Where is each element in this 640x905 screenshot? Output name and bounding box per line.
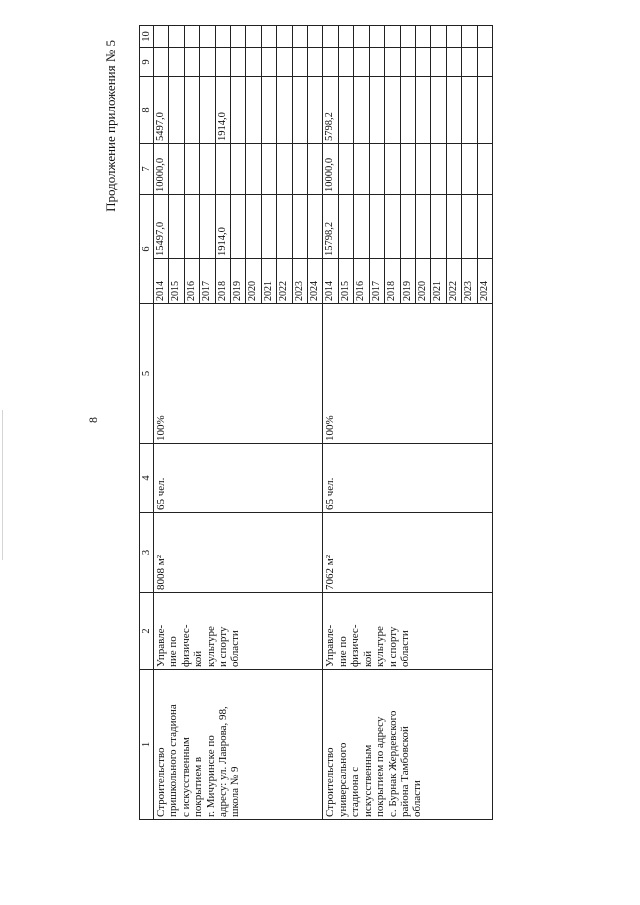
local-amount-cell — [415, 48, 430, 77]
other-amount-cell — [354, 26, 369, 48]
responsible-org-line: Управле- — [155, 624, 167, 667]
year-cell: 2022 — [277, 259, 292, 304]
other-amount-cell — [154, 26, 169, 48]
federal-amount-cell — [415, 144, 430, 195]
project-name-line: искусственным — [361, 744, 374, 817]
total-amount-cell — [169, 195, 184, 259]
federal-amount-cell — [431, 144, 446, 195]
responsible-org-cell — [323, 593, 492, 670]
federal-amount-cell — [215, 144, 230, 195]
local-amount-cell — [400, 48, 415, 77]
other-amount-cell — [261, 26, 276, 48]
year-cell: 2014 — [154, 259, 169, 304]
area-cell: 7062 м² — [323, 513, 492, 593]
year-cell: 2022 — [446, 259, 461, 304]
header-col-7: 7 — [140, 144, 154, 195]
project-name-line: покрытием в — [192, 756, 205, 817]
other-amount-cell — [385, 26, 400, 48]
project-name-line: района Тамбовской — [398, 726, 411, 817]
federal-amount-cell — [446, 144, 461, 195]
local-amount-cell — [338, 48, 353, 77]
project-name-line: г. Мичуринске по — [204, 735, 217, 817]
total-amount-cell — [446, 195, 461, 259]
other-amount-cell — [200, 26, 215, 48]
table-body — [140, 26, 493, 820]
project-name-line: с искусственным — [179, 737, 192, 817]
other-amount-cell — [184, 26, 199, 48]
project-name-cell — [323, 670, 492, 820]
responsible-org-line: физичес- — [179, 624, 192, 667]
project-name-line: Строительство — [324, 747, 337, 817]
project-name-line: пришкольного стадиона — [167, 704, 180, 817]
year-cell: 2014 — [323, 259, 338, 304]
header-col-5: 5 — [140, 304, 154, 444]
local-amount-cell — [154, 48, 169, 77]
regional-amount-cell — [446, 77, 461, 144]
other-amount-cell — [308, 26, 323, 48]
total-amount-cell — [277, 195, 292, 259]
responsible-org-line: кой — [192, 650, 205, 667]
project-name-line: с. Бурнак Жердевского — [386, 710, 399, 817]
total-amount-cell — [477, 195, 492, 259]
regional-amount-cell — [462, 77, 477, 144]
header-col-6: 6 — [140, 195, 154, 304]
federal-amount-cell — [369, 144, 384, 195]
responsible-org-line: и спорту — [217, 626, 230, 667]
responsible-org-line: Управле- — [324, 624, 337, 667]
total-amount-cell — [200, 195, 215, 259]
federal-amount-cell — [231, 144, 246, 195]
local-amount-cell — [277, 48, 292, 77]
header-col-10: 10 — [140, 26, 154, 48]
year-cell: 2015 — [169, 259, 184, 304]
other-amount-cell — [477, 26, 492, 48]
header-row — [140, 26, 154, 820]
local-amount-cell — [369, 48, 384, 77]
other-amount-cell — [277, 26, 292, 48]
total-amount-cell: 15798,2 — [323, 195, 338, 259]
header-col-1: 1 — [140, 670, 154, 820]
total-amount-cell — [184, 195, 199, 259]
total-amount-cell: 1914,0 — [215, 195, 230, 259]
project-name-line: покрытием по адресу — [374, 716, 387, 817]
other-amount-cell — [431, 26, 446, 48]
regional-amount-cell — [400, 77, 415, 144]
regional-amount-cell — [261, 77, 276, 144]
local-amount-cell — [308, 48, 323, 77]
year-cell: 2018 — [385, 259, 400, 304]
local-amount-cell — [200, 48, 215, 77]
year-cell: 2019 — [400, 259, 415, 304]
responsible-org-line: ние по — [336, 636, 349, 667]
local-amount-cell — [477, 48, 492, 77]
total-amount-cell — [369, 195, 384, 259]
other-amount-cell — [400, 26, 415, 48]
federal-amount-cell — [308, 144, 323, 195]
federal-amount-cell — [246, 144, 261, 195]
year-cell: 2017 — [369, 259, 384, 304]
local-amount-cell — [431, 48, 446, 77]
year-cell: 2018 — [215, 259, 230, 304]
year-cell: 2021 — [431, 259, 446, 304]
federal-amount-cell — [261, 144, 276, 195]
regional-amount-cell — [415, 77, 430, 144]
area-cell: 8008 м² — [154, 513, 323, 593]
responsible-org-line: кой — [361, 650, 374, 667]
local-amount-cell — [261, 48, 276, 77]
header-col-2: 2 — [140, 593, 154, 670]
federal-amount-cell — [477, 144, 492, 195]
total-amount-cell — [400, 195, 415, 259]
other-amount-cell — [246, 26, 261, 48]
project-name-cell — [154, 670, 323, 820]
project-name-line: универсального — [336, 742, 349, 817]
project-name-line: стадиона с — [349, 766, 362, 817]
regional-amount-cell: 5798,2 — [323, 77, 338, 144]
other-amount-cell — [169, 26, 184, 48]
year-cell: 2017 — [200, 259, 215, 304]
regional-amount-cell: 5497,0 — [154, 77, 169, 144]
header-col-8: 8 — [140, 77, 154, 144]
total-amount-cell — [385, 195, 400, 259]
year-cell: 2024 — [477, 259, 492, 304]
regional-amount-cell — [169, 77, 184, 144]
federal-amount-cell — [400, 144, 415, 195]
federal-amount-cell — [354, 144, 369, 195]
regional-amount-cell — [477, 77, 492, 144]
project-name-line: школа № 9 — [229, 766, 242, 817]
year-cell: 2015 — [338, 259, 353, 304]
appendix-continuation-label: Продолжение приложения № 5 — [103, 40, 118, 212]
other-amount-cell — [292, 26, 307, 48]
total-amount-cell — [292, 195, 307, 259]
regional-amount-cell — [231, 77, 246, 144]
federal-amount-cell: 10000,0 — [154, 144, 169, 195]
other-amount-cell — [415, 26, 430, 48]
year-cell: 2021 — [261, 259, 276, 304]
local-amount-cell — [231, 48, 246, 77]
responsible-org-line: области — [398, 630, 411, 667]
other-amount-cell — [215, 26, 230, 48]
regional-amount-cell — [184, 77, 199, 144]
header-col-3: 3 — [140, 513, 154, 593]
year-cell: 2016 — [184, 259, 199, 304]
header-col-4: 4 — [140, 444, 154, 513]
year-cell: 2023 — [462, 259, 477, 304]
federal-amount-cell — [338, 144, 353, 195]
responsible-org-line: физичес- — [349, 624, 362, 667]
federal-amount-cell — [169, 144, 184, 195]
regional-amount-cell — [369, 77, 384, 144]
local-amount-cell — [169, 48, 184, 77]
other-amount-cell — [323, 26, 338, 48]
regional-amount-cell — [354, 77, 369, 144]
other-amount-cell — [462, 26, 477, 48]
table-row — [154, 26, 169, 820]
year-cell: 2024 — [308, 259, 323, 304]
regional-amount-cell — [338, 77, 353, 144]
federal-amount-cell — [184, 144, 199, 195]
total-amount-cell — [308, 195, 323, 259]
federal-amount-cell — [277, 144, 292, 195]
year-cell: 2020 — [246, 259, 261, 304]
other-amount-cell — [369, 26, 384, 48]
regional-amount-cell — [246, 77, 261, 144]
federal-amount-cell — [292, 144, 307, 195]
local-amount-cell — [462, 48, 477, 77]
budget-table — [139, 25, 493, 820]
table-row — [323, 26, 338, 820]
regional-amount-cell — [292, 77, 307, 144]
readiness-percent-cell: 100% — [323, 304, 492, 444]
total-amount-cell: 15497,0 — [154, 195, 169, 259]
local-amount-cell — [215, 48, 230, 77]
regional-amount-cell — [431, 77, 446, 144]
responsible-org-line: области — [229, 630, 242, 667]
regional-amount-cell — [308, 77, 323, 144]
header-col-9: 9 — [140, 48, 154, 77]
project-name-line: Строительство — [155, 747, 167, 817]
year-cell: 2023 — [292, 259, 307, 304]
page-number: 8 — [86, 417, 100, 423]
total-amount-cell — [231, 195, 246, 259]
federal-amount-cell — [462, 144, 477, 195]
regional-amount-cell — [277, 77, 292, 144]
total-amount-cell — [261, 195, 276, 259]
other-amount-cell — [446, 26, 461, 48]
local-amount-cell — [292, 48, 307, 77]
responsible-org-line: культуре — [204, 626, 217, 667]
local-amount-cell — [323, 48, 338, 77]
local-amount-cell — [354, 48, 369, 77]
local-amount-cell — [446, 48, 461, 77]
other-amount-cell — [231, 26, 246, 48]
readiness-percent-cell: 100% — [154, 304, 323, 444]
total-amount-cell — [246, 195, 261, 259]
total-amount-cell — [431, 195, 446, 259]
regional-amount-cell — [200, 77, 215, 144]
capacity-cell: 65 чел. — [154, 444, 323, 513]
year-cell: 2016 — [354, 259, 369, 304]
federal-amount-cell — [385, 144, 400, 195]
project-name-line: области — [411, 780, 424, 817]
total-amount-cell — [415, 195, 430, 259]
local-amount-cell — [385, 48, 400, 77]
other-amount-cell — [338, 26, 353, 48]
regional-amount-cell — [385, 77, 400, 144]
total-amount-cell — [354, 195, 369, 259]
capacity-cell: 65 чел. — [323, 444, 492, 513]
project-name-line: адресу: ул. Лаврова, 98, — [217, 706, 230, 817]
responsible-org-line: культуре — [374, 626, 387, 667]
year-cell: 2019 — [231, 259, 246, 304]
total-amount-cell — [338, 195, 353, 259]
regional-amount-cell: 1914,0 — [215, 77, 230, 144]
responsible-org-line: ние по — [167, 636, 180, 667]
local-amount-cell — [184, 48, 199, 77]
federal-amount-cell: 10000,0 — [323, 144, 338, 195]
total-amount-cell — [462, 195, 477, 259]
year-cell: 2020 — [415, 259, 430, 304]
local-amount-cell — [246, 48, 261, 77]
federal-amount-cell — [200, 144, 215, 195]
responsible-org-line: и спорту — [386, 626, 399, 667]
responsible-org-cell — [154, 593, 323, 670]
